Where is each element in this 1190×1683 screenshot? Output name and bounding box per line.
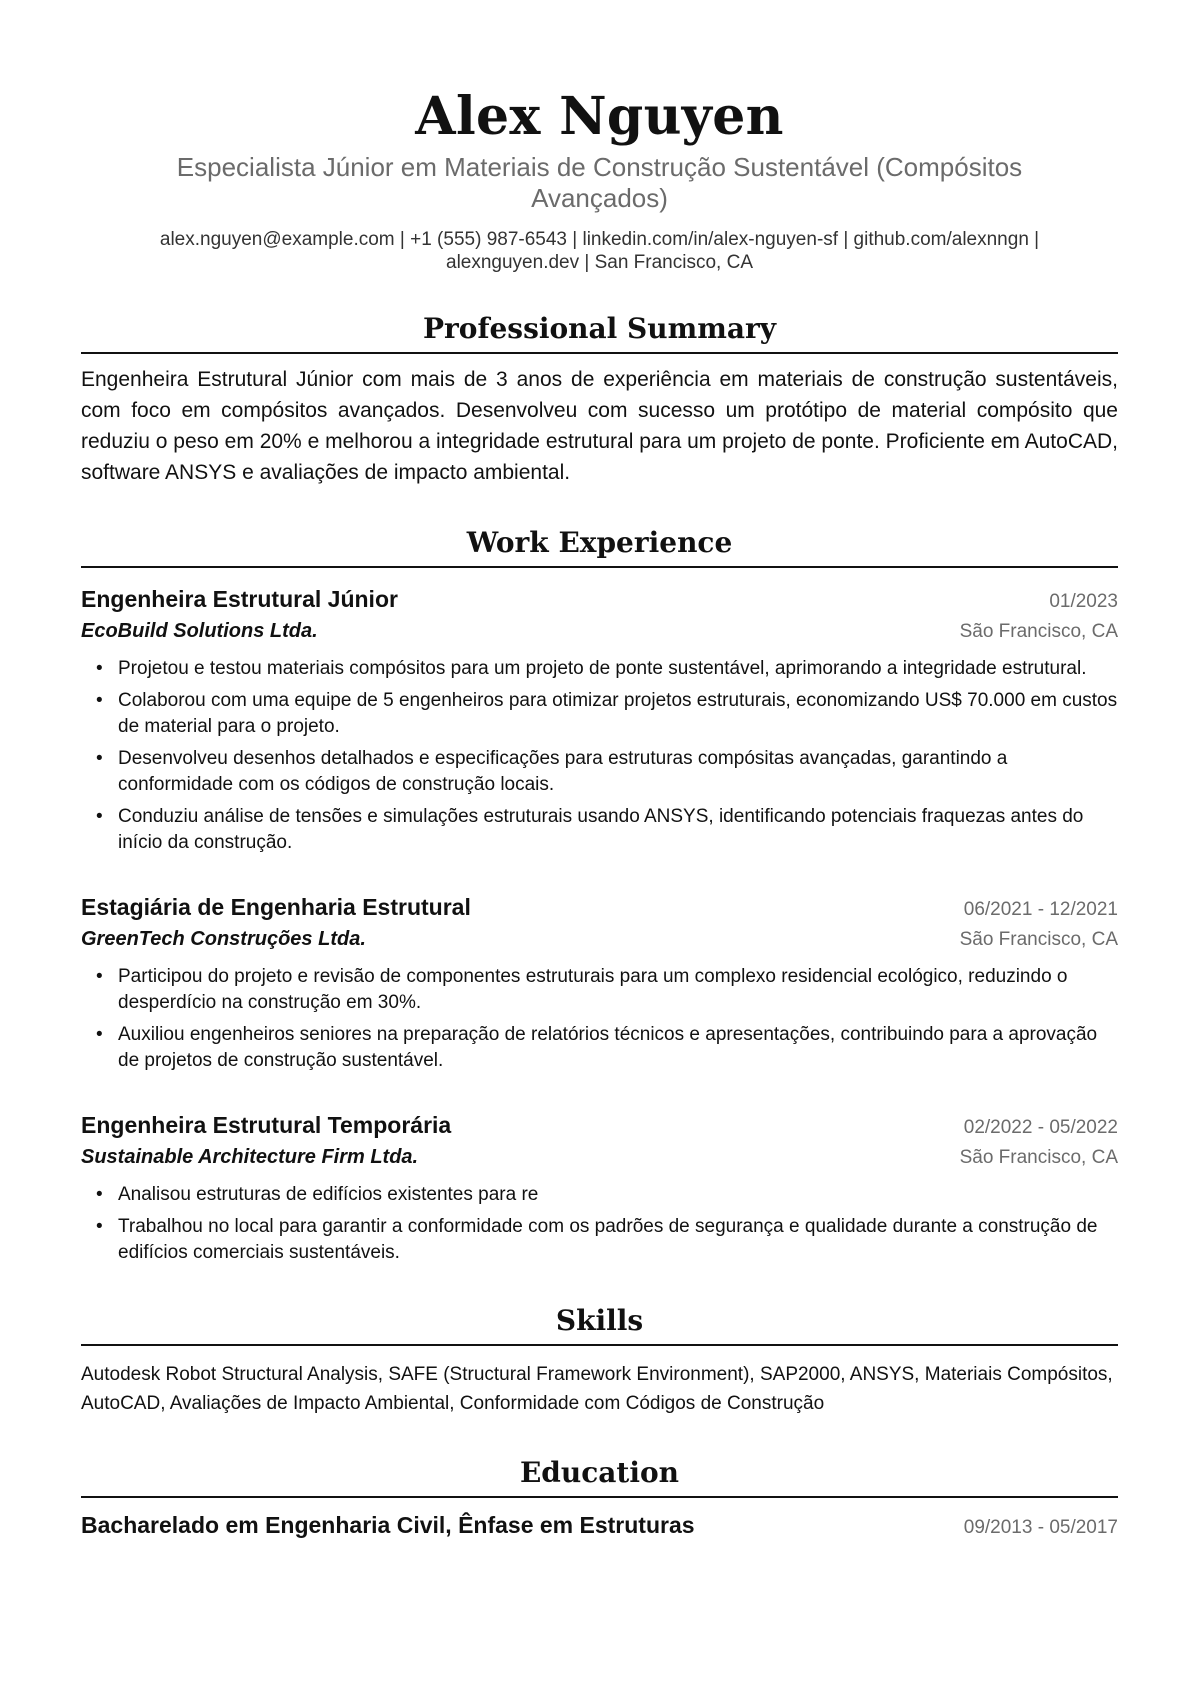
job-bullet: • Participou do projeto e revisão de componentes estruturais para um complexo residencial ecológico, reduzindo o desperdício na construção em 30%.	[81, 964, 1118, 1016]
job-location: São Francisco, CA	[959, 929, 1118, 950]
summary-text: Engenheira Estrutural Júnior com mais de 3 anos de experiência em materiais de construção sustentáveis, com foco em compósitos avançados. Desenvolveu com sucesso um protótipo de material compósito que reduziu o peso em 20% e melhorou a integridade estrutural para um projeto de ponte. Proficiente em AutoCAD, software ANSYS e avaliações de impacto ambiental.	[81, 368, 1118, 484]
job-entry	[81, 584, 1118, 856]
job-title: Estagiária de Engenharia Estrutural	[81, 894, 471, 920]
education-section	[81, 1454, 1118, 1543]
job-bullet: • Colaborou com uma equipe de 5 engenheiros para otimizar projetos estruturais, economizando US$ 70.000 em custos de material para o projeto.	[81, 688, 1118, 740]
summary-heading: Professional Summary	[81, 310, 1118, 354]
education-date: 09/2013 - 05/2017	[963, 1517, 1118, 1538]
job-location: São Francisco, CA	[959, 1147, 1118, 1168]
job-company: EcoBuild Solutions Ltda.	[81, 620, 318, 642]
job-company: Sustainable Architecture Firm Ltda.	[81, 1146, 419, 1168]
job-bullet: • Conduziu análise de tensões e simulações estruturais usando ANSYS, identificando potenciais fraquezas antes do início da construção.	[81, 804, 1118, 856]
skills-text: Autodesk Robot Structural Analysis, SAFE (Structural Framework Environment), SAP2000, ANSYS, Materiais Compósitos, AutoCAD, Avaliações de Impacto Ambiental, Conformidade com Códigos de Construção	[81, 1364, 1113, 1414]
education-degree: Bacharelado em Engenharia Civil, Ênfase em Estruturas	[81, 1512, 695, 1538]
candidate-headline: Especialista Júnior em Materiais de Construção Sustentável (Compósitos Avançados)	[176, 152, 1023, 213]
job-bullet: • Trabalhou no local para garantir a conformidade com os padrões de segurança e qualidade durante a construção de edifícios comerciais sustentáveis.	[81, 1214, 1118, 1266]
job-bullet: • Projetou e testou materiais compósitos para um projeto de ponte sustentável, aprimorando a integridade estrutural.	[81, 656, 1118, 682]
job-title: Engenheira Estrutural Júnior	[81, 586, 398, 612]
job-company: GreenTech Construções Ltda.	[81, 928, 366, 950]
job-bullets	[81, 656, 1118, 856]
job-bullets	[81, 964, 1118, 1074]
job-entry	[81, 892, 1118, 1074]
skills-heading: Skills	[81, 1302, 1118, 1346]
resume-page	[81, 0, 1118, 1543]
summary-section	[81, 310, 1118, 488]
experience-heading: Work Experience	[81, 524, 1118, 568]
contact-info: alex.nguyen@example.com | +1 (555) 987-6543 | linkedin.com/in/alex-nguyen-sf | github.com/alexnngn | alexnguyen.dev | San Francisco, CA	[159, 229, 1040, 273]
job-entry	[81, 1110, 1118, 1266]
experience-section	[81, 524, 1118, 1266]
job-bullet: • Desenvolveu desenhos detalhados e especificações para estruturas compósitas avançadas, garantindo a conformidade com os códigos de construção locais.	[81, 746, 1118, 798]
job-date: 01/2023	[1049, 591, 1118, 612]
job-title: Engenheira Estrutural Temporária	[81, 1112, 452, 1138]
job-date: 02/2022 - 05/2022	[963, 1117, 1118, 1138]
candidate-name: Alex Nguyen	[415, 86, 784, 147]
job-bullets	[81, 1182, 1118, 1266]
education-heading: Education	[81, 1454, 1118, 1498]
job-date: 06/2021 - 12/2021	[963, 899, 1118, 920]
job-location: São Francisco, CA	[959, 621, 1118, 642]
resume-header	[81, 0, 1118, 274]
skills-section	[81, 1302, 1118, 1418]
job-bullet: • Auxiliou engenheiros seniores na preparação de relatórios técnicos e apresentações, contribuindo para a aprovação de projetos de construção sustentável.	[81, 1022, 1118, 1074]
job-bullet: • Analisou estruturas de edifícios existentes para re	[81, 1182, 1118, 1208]
